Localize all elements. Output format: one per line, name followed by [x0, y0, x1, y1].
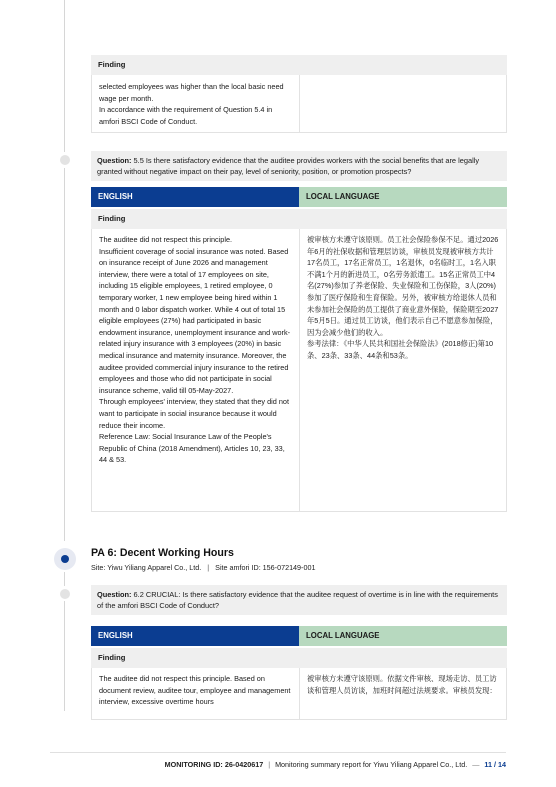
question-text: 5.5 Is there satisfactory evidence that the auditee provides workers with the social benefits that are legally granted without negative impact on their pay, level of seniority, position, or promotion prospects?	[97, 156, 480, 176]
question-6-2-header	[91, 585, 507, 615]
finding-local-cell	[300, 229, 506, 511]
footer-monitoring-id: MONITORING ID: 26-0420617	[164, 760, 264, 769]
finding-local-text: 被审核方未遵守该原则。员工社会保险参保不足。通过2026年6月的社保收据和管理层访谈，审核员发现被审核方共计17名员工，17名正常员工，1名退休，0名临时工，1名入职不满1个月的新进员工，0名劳务派遣工。15名正常员工中4名(27%)参加了养老保险、失业保险和工伤保险，3人(20%)参加了医疗保险和生育保险。另外，被审核方给退休人员和未参加社会保险的员工提供了商业意外保险，保险期至2027年5月5日。通过员工访谈，他们表示自己不愿意参加保险，因为会减少他们的收入。 参考法律：《中华人民共和国社会保险法》(2018修正)第10条、23条、33条、44条和53条。	[307, 235, 499, 360]
finding-english-cell	[92, 75, 300, 132]
english-column-header: ENGLISH	[91, 187, 299, 207]
timeline-line	[64, 601, 65, 711]
finding-label: Finding	[91, 209, 507, 229]
timeline-node-small	[60, 155, 70, 165]
footer-dash: —	[472, 760, 480, 769]
question-6-2-block	[91, 585, 507, 720]
finding-english-cell	[92, 229, 300, 511]
language-header	[91, 187, 507, 207]
finding-block-continued	[91, 55, 507, 133]
timeline-line	[64, 572, 65, 586]
english-column-header: ENGLISH	[91, 626, 299, 646]
language-header	[91, 626, 507, 646]
pa6-site-id: Site amfori ID: 156-072149-001	[215, 563, 316, 572]
page-footer	[165, 760, 506, 769]
finding-label: Finding	[91, 55, 507, 75]
question-5-5-block	[91, 151, 507, 512]
finding-local-text: 被审核方未遵守该原则。依据文件审核、现场走访、员工访谈和管理人员访谈，加班时间超过法规要求。审核员发现：	[307, 674, 497, 695]
question-prefix: Question:	[97, 590, 132, 599]
pa6-title: PA 6: Decent Working Hours	[91, 547, 234, 559]
finding-english-cell	[92, 668, 300, 719]
pa6-site-line	[91, 563, 315, 572]
finding-columns	[91, 75, 507, 133]
finding-english-text: selected employees was higher than the local basic need wage per month. In accordance with the requirement of Question 5.4 in amfori BSCI Code of Conduct.	[99, 82, 284, 126]
finding-label: Finding	[91, 648, 507, 668]
pa6-site-name: Site: Yiwu Yiliang Apparel Co., Ltd.	[91, 563, 202, 572]
timeline-line	[64, 168, 65, 541]
finding-english-text: The auditee did not respect this principle. Based on document review, auditee tour, employee and management interview, excessive overtime hours	[99, 674, 291, 707]
pa6-separator: |	[207, 563, 210, 572]
timeline-dot	[61, 555, 69, 563]
footer-summary: Monitoring summary report for Yiwu Yiliang Apparel Co., Ltd.	[275, 760, 468, 769]
timeline-line	[64, 0, 65, 152]
finding-local-cell	[300, 668, 506, 719]
footer-separator: |	[268, 760, 271, 769]
local-language-column-header: LOCAL LANGUAGE	[299, 187, 507, 207]
timeline-node-small	[60, 589, 70, 599]
question-text: 6.2 CRUCIAL: Is there satisfactory evidence that the auditee request of overtime is in line with the requirements of the amfori BSCI Code of Conduct?	[97, 590, 498, 610]
footer-divider	[50, 752, 506, 753]
local-language-column-header: LOCAL LANGUAGE	[299, 626, 507, 646]
timeline-node-pa6	[54, 548, 76, 570]
finding-columns	[91, 668, 507, 720]
finding-local-cell	[300, 75, 506, 132]
finding-columns	[91, 229, 507, 512]
question-prefix: Question:	[97, 156, 132, 165]
finding-english-text: The auditee did not respect this principle. Insufficient coverage of social insurance was noted. Based on insurance receipt of June 2026 and management interview, there were a total of 17 employees on site, including 15 eligible employees, 1 retired employee, 0 temporary worker, 1 new employee being hired within 1 month and 0 labor dispatch worker. While 4 out of total 15 eligible employees (27%) had participated in basic endowment insurance, unemployment insurance and work-related injury insurance with 3 employees (20%) in basic medical insurance and maternity insurance. Moreover, the auditee provided commercial injury insurance to the retired employees and those who did not participate in social insurance scheme, valid till 05-May-2027. Through employees' interview, they stated that they did not want to participate in social insurance because it would reduce their income. Reference Law: Social Insurance Law of the People's Republic of China (2018 Amendment), Articles 10, 23, 33, 44 & 53.	[99, 235, 291, 465]
question-5-5-header	[91, 151, 507, 181]
footer-page-number: 11 / 14	[484, 760, 506, 769]
